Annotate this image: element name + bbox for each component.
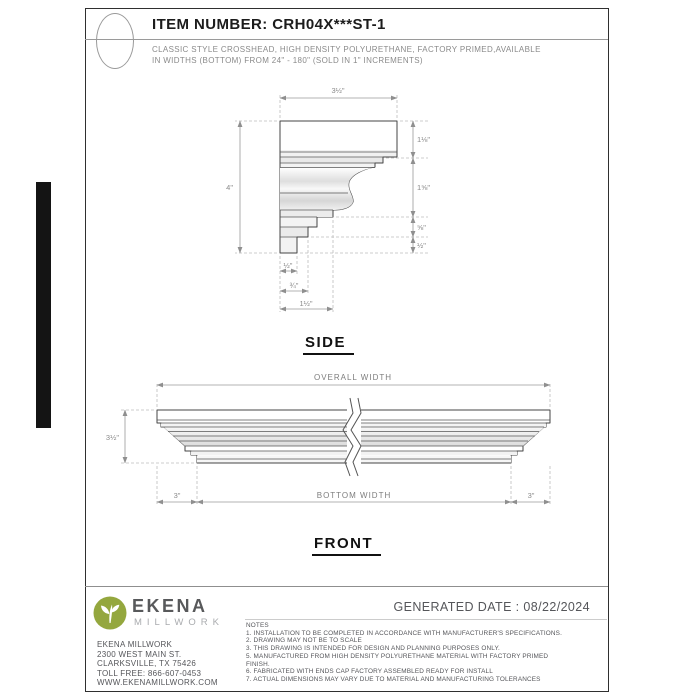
side-dim-top-width: 3½" [331, 86, 345, 95]
note-item: 5. MANUFACTURED FROM HIGH DENSITY POLYURETHANE MATERIAL WITH FACTORY PRIMED [246, 652, 549, 660]
footer-divider [85, 586, 608, 587]
side-dim-bottom-depth3: 1½" [299, 299, 313, 308]
generated-date-divider [245, 619, 607, 620]
side-dim-crown-height: 1⅝" [417, 183, 431, 192]
bottom-width-label: BOTTOM WIDTH [316, 491, 392, 500]
front-dim-right-overhang: 3" [527, 491, 535, 500]
address-line: 2300 WEST MAIN ST. [97, 649, 182, 659]
brand-name: EKENA [132, 596, 208, 616]
side-dim-bed-height: ⅝" [417, 223, 426, 232]
ekena-leaf-logo-icon [93, 596, 127, 630]
address-line: CLARKSVILLE, TX 75426 [97, 659, 197, 669]
notes-title: NOTES [246, 622, 269, 629]
side-dim-bottom-depth1: ½" [283, 261, 293, 270]
side-dim-overall-height: 4" [226, 183, 233, 192]
item-number-title: ITEM NUMBER: CRH04X***ST-1 [152, 16, 386, 33]
note-item: FINISH. [246, 660, 270, 668]
note-item: 3. THIS DRAWING IS INTENDED FOR DESIGN AND PLANNING PURPOSES ONLY. [246, 645, 500, 653]
side-dim-bottom-height: ½" [417, 241, 426, 250]
note-item: 7. ACTUAL DIMENSIONS MAY VARY DUE TO MATERIAL AND MANUFACTURING TOLERANCES [246, 675, 541, 683]
front-dim-left-overhang: 3" [173, 491, 181, 500]
side-view-drawing [180, 80, 460, 330]
side-dim-bottom-depth2: ¾" [289, 281, 299, 290]
datum-circle-icon [96, 13, 134, 69]
address-line: EKENA MILLWORK [97, 640, 173, 649]
edge-binding-strip [36, 182, 51, 428]
side-view-label: SIDE [303, 334, 354, 355]
front-view-drawing [95, 368, 575, 518]
side-dim-fascia-height: 1⅛" [417, 135, 431, 144]
note-item: 2. DRAWING MAY NOT BE TO SCALE [246, 637, 362, 645]
notes-block [246, 622, 602, 684]
generated-date: GENERATED DATE : 08/22/2024 [393, 600, 590, 614]
front-view-label: FRONT [312, 535, 381, 556]
note-item: 6. FABRICATED WITH ENDS CAP FACTORY ASSEMBLED READY FOR INSTALL [246, 668, 493, 676]
address-line: TOLL FREE: 866-607-0453 [97, 668, 202, 678]
front-dim-height: 3½" [105, 433, 119, 442]
header-divider [85, 39, 608, 40]
address-line: WWW.EKENAMILLWORK.COM [97, 678, 218, 688]
note-item: 1. INSTALLATION TO BE COMPLETED IN ACCORDANCE WITH MANUFACTURER'S SPECIFICATIONS. [246, 629, 563, 637]
company-address [97, 640, 218, 688]
overall-width-label: OVERALL WIDTH [313, 373, 393, 382]
brand-subtitle: MILLWORK [134, 617, 224, 628]
product-description-line2: IN WIDTHS (BOTTOM) FROM 24" - 180" (SOLD IN 1" INCREMENTS) [152, 56, 423, 65]
product-description-line1: CLASSIC STYLE CROSSHEAD, HIGH DENSITY POLYURETHANE, FACTORY PRIMED,AVAILABLE [152, 45, 541, 54]
